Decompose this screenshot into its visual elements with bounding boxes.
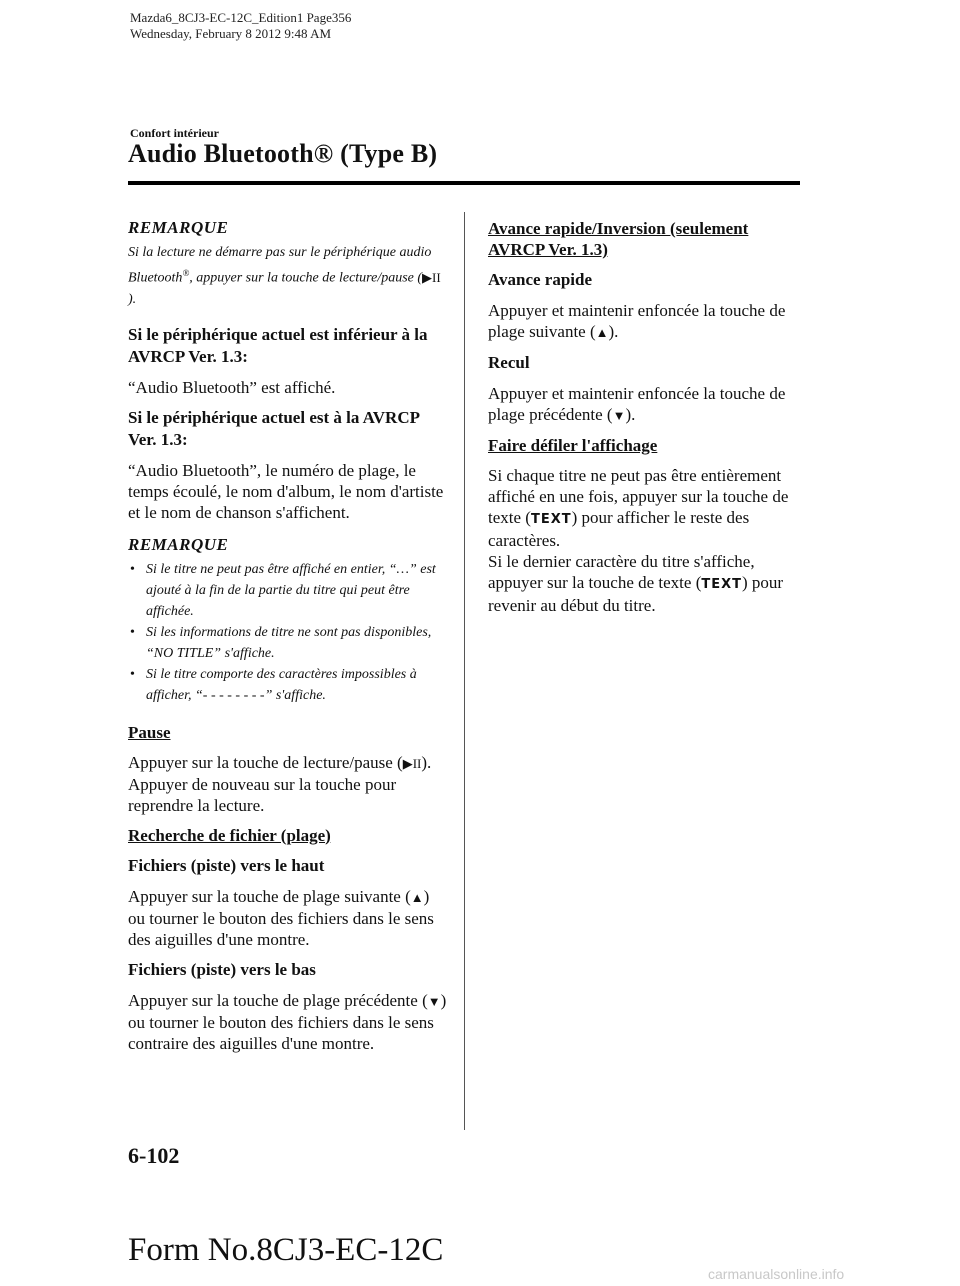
heading-scroll: Faire défiler l'affichage [488, 436, 658, 455]
heading-avrcp-equal: Si le périphérique actuel est à la AVRCP Ver. 1.3: [128, 407, 420, 449]
list-item: • Si le titre comporte des caractères impossibles à afficher, “- - - - - - - -” s'affiche. [128, 664, 448, 706]
play-pause-icon: ▶II [422, 269, 441, 285]
print-header-file: Mazda6_8CJ3-EC-12C_Edition1 Page356 [130, 10, 352, 25]
bullet-icon: • [130, 666, 135, 682]
note-heading-2: REMARQUE [128, 534, 229, 554]
text-avrcp-lower: “Audio Bluetooth” est affiché. [128, 377, 336, 397]
form-number: Form No.8CJ3-EC-12C [128, 1232, 444, 1268]
up-triangle-icon: ▲ [410, 889, 424, 905]
note-heading-1: REMARQUE [128, 218, 229, 237]
text-key-icon: TEXT [701, 577, 742, 592]
note-list [128, 559, 448, 706]
down-triangle-icon: ▼ [427, 993, 441, 1009]
column-divider [464, 212, 465, 1130]
heading-search: Recherche de fichier (plage) [128, 825, 331, 845]
page-number: 6-102 [128, 1143, 180, 1168]
note-text-1: Si la lecture ne démarre pas sur le périphérique audio Bluetooth®, appuyer sur la touche de lecture/pause (▶II). [128, 245, 441, 307]
bullet-icon: • [130, 561, 135, 577]
list-item: • Si le titre ne peut pas être affiché en entier, “…” est ajouté à la fin de la partie du titre qui peut être affichée. [128, 559, 448, 622]
text-pause-1: Appuyer sur la touche de lecture/pause (▶II). [128, 752, 432, 772]
play-pause-icon: ▶II [402, 755, 422, 771]
text-forward: Appuyer et maintenir enfoncée la touche de plage suivante (▲). [488, 301, 786, 341]
left-column [128, 218, 448, 1063]
text-track-up: Appuyer sur la touche de plage suivante (▲) ou tourner le bouton des fichiers dans le sens des aiguilles d'une montre. [128, 886, 434, 949]
text-rewind: Appuyer et maintenir enfoncée la touche de plage précédente (▼). [488, 384, 786, 424]
text-avrcp-equal: “Audio Bluetooth”, le numéro de plage, le temps écoulé, le nom d'album, le nom d'artiste et le nom de chanson s'affichent. [128, 460, 444, 522]
text-scroll-1: Si chaque titre ne peut pas être entièrement affiché en une fois, appuyer sur la touche de texte (TEXT) pour afficher le reste des caractères. [488, 466, 789, 550]
heading-pause: Pause [128, 722, 171, 742]
text-scroll-2: Si le dernier caractère du titre s'affiche, appuyer sur la touche de texte (TEXT) pour revenir au début du titre. [488, 552, 784, 615]
text-key-icon: TEXT [530, 512, 572, 527]
page-title: Audio Bluetooth® (Type B) [128, 139, 438, 168]
print-header-date: Wednesday, February 8 2012 9:48 AM [130, 26, 332, 41]
heading-track-up: Fichiers (piste) vers le haut [128, 855, 325, 875]
text-track-down: Appuyer sur la touche de plage précédente (▼) ou tourner le bouton des fichiers dans le sens contraire des aiguilles d'une montre. [128, 990, 447, 1053]
heading-track-down: Fichiers (piste) vers le bas [128, 959, 316, 979]
section-label: Confort intérieur [130, 126, 219, 140]
heading-rewind: Recul [488, 353, 530, 372]
up-triangle-icon: ▲ [595, 325, 609, 340]
list-item: • Si les informations de titre ne sont pas disponibles, “NO TITLE” s'affiche. [128, 622, 448, 664]
heading-avrcp-lower: Si le périphérique actuel est inférieur à la AVRCP Ver. 1.3: [128, 324, 428, 366]
right-column [488, 218, 800, 625]
heading-fast-forward: Avance rapide/Inversion (seulement AVRCP Ver. 1.3) [488, 219, 749, 259]
text-pause-2: Appuyer de nouveau sur la touche pour reprendre la lecture. [128, 774, 397, 815]
down-triangle-icon: ▼ [612, 408, 626, 423]
bullet-icon: • [130, 624, 135, 640]
print-header [130, 10, 351, 42]
heading-forward: Avance rapide [488, 270, 593, 289]
watermark: carmanualsonline.info [708, 1266, 845, 1282]
title-rule [128, 181, 800, 185]
